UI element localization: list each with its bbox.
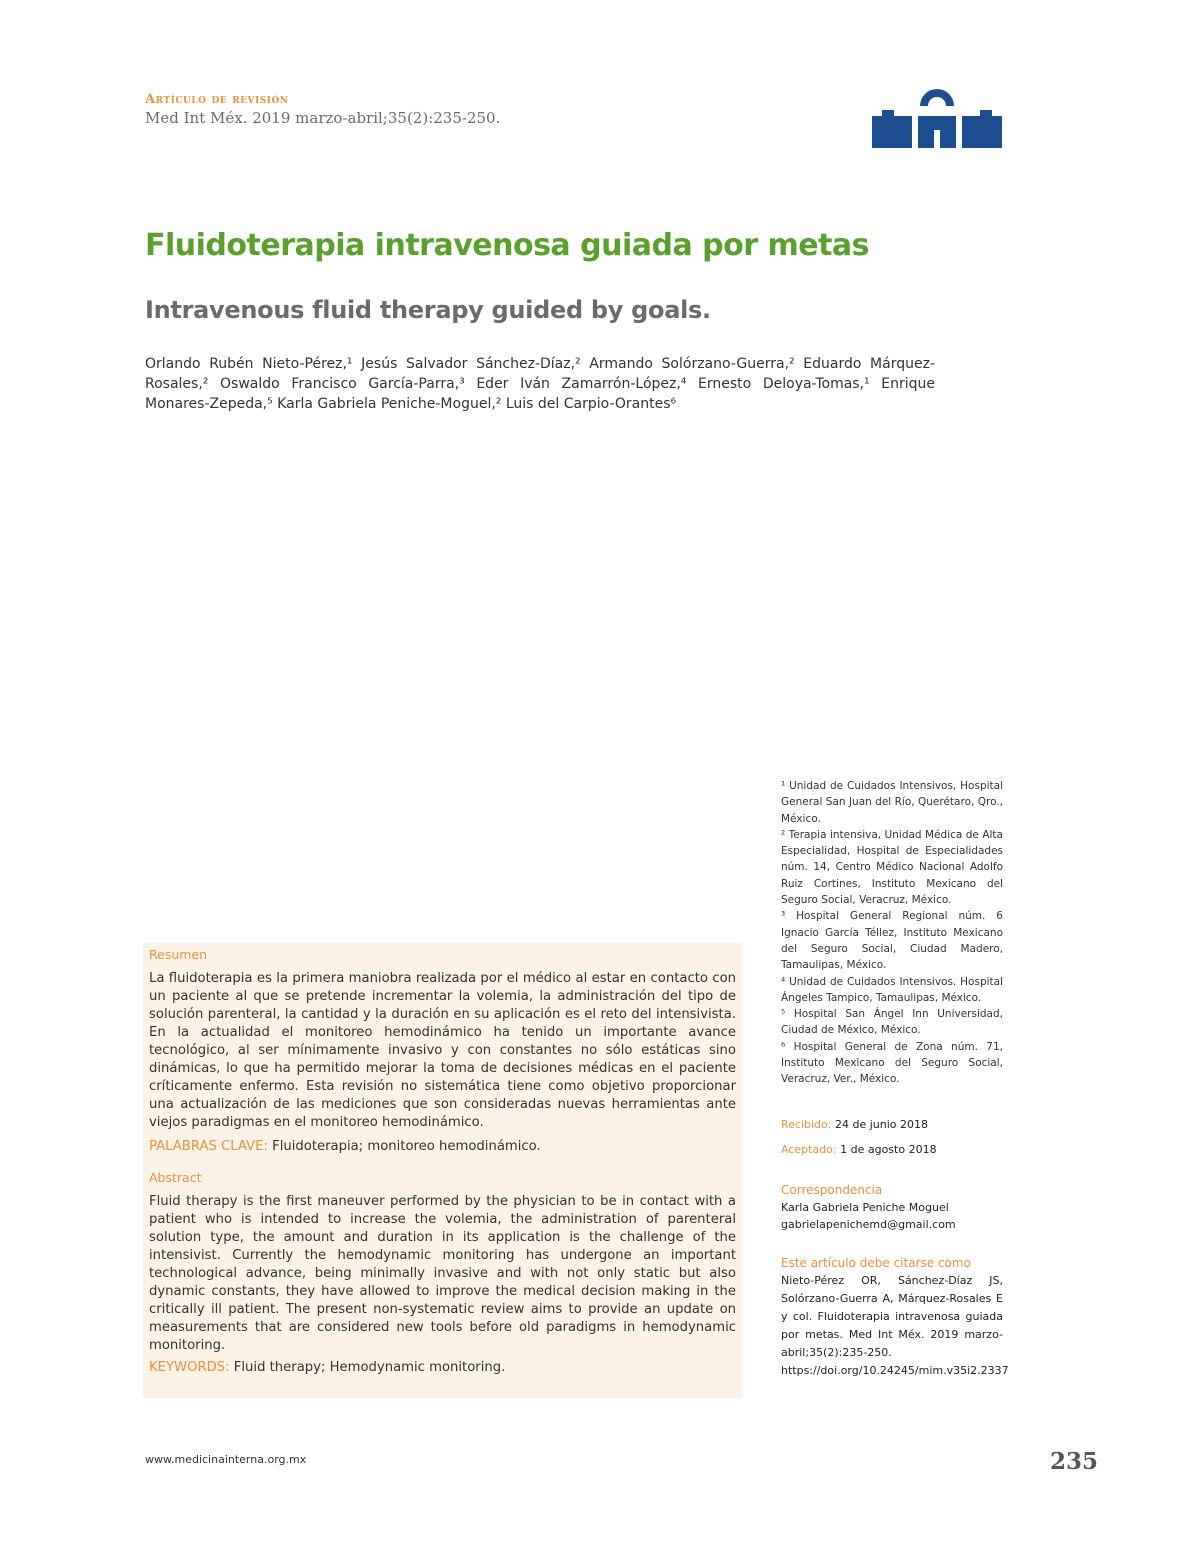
affiliation-3: ³ Hospital General Regional núm. 6 Ignacio García Téllez, Instituto Mexicano del Seguro Social, Ciudad Madero, Tamaulipas, México. — [781, 910, 1003, 972]
received-label: Recibido: — [781, 1118, 832, 1131]
affiliation-1: ¹ Unidad de Cuidados Intensivos, Hospital General San Juan del Río, Querétaro, Qro., México. — [781, 780, 1003, 825]
article-type-label: Artículo de revisión — [145, 92, 289, 107]
cite-as-text: Nieto-Pérez OR, Sánchez-Díaz JS, Solórzano-Guerra A, Márquez-Rosales E y col. Fluidoterapia intravenosa guiada por metas. Med Int Méx. 2019 marzo-abril;35(2):235-250. — [781, 1274, 1003, 1359]
abstract-box — [143, 943, 742, 1398]
received-value: 24 de junio 2018 — [834, 1118, 929, 1131]
journal-citation: Med Int Méx. 2019 marzo-abril;35(2):235-250. — [145, 109, 501, 127]
keywords-row — [149, 1359, 736, 1377]
keywords-values: Fluid therapy; Hemodynamic monitoring. — [233, 1360, 506, 1375]
palabras-clave-values: Fluidoterapia; monitoreo hemodinámico. — [272, 1139, 541, 1154]
authors-list: Orlando Rubén Nieto-Pérez,¹ Jesús Salvador Sánchez-Díaz,² Armando Solórzano-Guerra,² Eduardo Márquez-Rosales,² Oswaldo Francisco García-Parra,³ Eder Iván Zamarrón-López,⁴ Ernesto Deloya-Tomas,¹ Enrique Monares-Zepeda,⁵ Karla Gabriela Peniche-Moguel,² Luis del Carpio-Orantes⁶ — [145, 356, 935, 412]
resumen-heading: Resumen — [149, 947, 208, 962]
correspondence-name: Karla Gabriela Peniche Moguel — [781, 1201, 949, 1214]
affiliation-2: ² Terapia intensiva, Unidad Médica de Alta Especialidad, Hospital de Especialidades núm. 14, Centro Médico Nacional Adolfo Ruiz Cortines, Instituto Mexicano del Seguro Social, Veracruz, México. — [781, 828, 1003, 907]
footer-url[interactable]: www.medicinainterna.org.mx — [145, 1453, 307, 1466]
affiliations — [781, 778, 1003, 1088]
palabras-clave-row — [149, 1138, 736, 1156]
cite-as-heading: Este artículo debe citarse como — [781, 1256, 971, 1270]
journal-logo — [872, 72, 1002, 148]
accepted-date — [781, 1143, 937, 1156]
page-number: 235 — [1050, 1448, 1099, 1475]
correspondence-heading: Correspondencia — [781, 1183, 883, 1197]
keywords-label: KEYWORDS: — [149, 1360, 230, 1375]
title-spanish: Fluidoterapia intravenosa guiada por metas — [145, 228, 870, 263]
correspondence-block — [781, 1182, 1003, 1233]
affiliation-5: ⁵ Hospital San Ángel Inn Universidad, Ciudad de México, México. — [781, 1008, 1003, 1037]
abstract-heading: Abstract — [149, 1170, 202, 1185]
logo-arc — [920, 89, 954, 106]
palabras-clave-label: PALABRAS CLAVE: — [149, 1139, 268, 1154]
affiliation-4: ⁴ Unidad de Cuidados Intensivos. Hospital Ángeles Tampico, Tamaulipas, México. — [781, 975, 1003, 1004]
accepted-value: 1 de agosto 2018 — [840, 1143, 937, 1156]
cite-as-doi[interactable]: https://doi.org/10.24245/mim.v35i2.2337 — [781, 1364, 1009, 1377]
correspondence-email[interactable]: gabrielapenichemd@gmail.com — [781, 1218, 956, 1231]
received-date — [781, 1118, 928, 1131]
accepted-label: Aceptado: — [781, 1143, 837, 1156]
resumen-text: La fluidoterapia es la primera maniobra realizada por el médico al estar en contacto con un paciente al que se pretende incrementar la volemia, la administración del tipo de solución parenteral, la cantidad y la duración en su aplicación es el reto del intensivista. En la actualidad el monitoreo hemodinámico ha tenido un importante avance tecnológico, al ser mínimamente invasivo y con constantes no sólo estáticas sino dinámicas, lo que ha permitido mejorar la toma de decisiones médicas en el paciente críticamente enfermo. Esta revisión no sistemática tiene como objetivo proporcionar una actualización de las mediciones que son consideradas nuevas herramientas ante viejos paradigmas en el monitoreo hemodinámico. — [149, 971, 736, 1130]
affiliation-6: ⁶ Hospital General de Zona núm. 71, Instituto Mexicano del Seguro Social, Veracruz, Ver., México. — [781, 1040, 1003, 1086]
abstract-text: Fluid therapy is the first maneuver performed by the physician to be in contact with a patient who is intended to increase the volemia, the administration of parenteral solution type, the amount and duration in its application is the challenge of the intensivist. Currently the hemodynamic monitoring has undergone an important technological advance, being minimally invasive and with not only static but also dynamic constants, they have allowed to improve the medical decision making in the critically ill patient. The present non-systematic review aims to provide an update on measurements that are considered new tools before old paradigms in hemodynamic monitoring. — [149, 1194, 736, 1353]
logo-bar-left — [872, 116, 912, 148]
logo-bar-right — [962, 116, 1002, 148]
title-english: Intravenous fluid therapy guided by goals. — [145, 296, 711, 324]
cite-as-block — [781, 1254, 1009, 1380]
